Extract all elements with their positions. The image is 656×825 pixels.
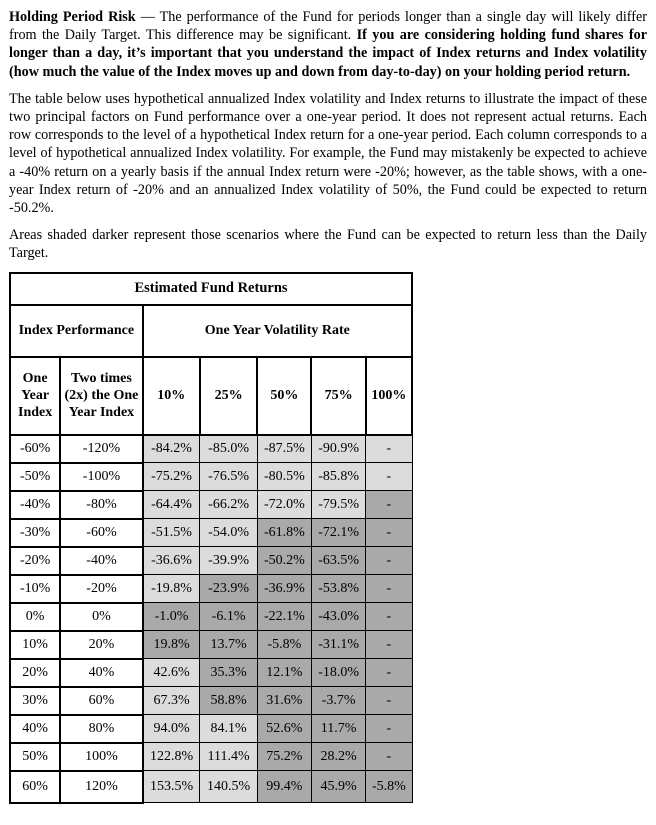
two-times-index-cell: 60% (60, 687, 142, 715)
fund-return-cell: - (366, 575, 412, 603)
fund-return-cell: -1.0% (143, 603, 200, 631)
one-year-index-header: One Year Index (10, 357, 60, 435)
table-row (10, 715, 412, 743)
fund-return-cell: -53.8% (311, 575, 365, 603)
one-year-index-cell: 10% (10, 631, 60, 659)
two-times-index-cell: -120% (60, 435, 142, 463)
intro-text: The performance of the Fund for periods longer than a single day will likely differ from the Daily Target. This difference may be significant. (9, 9, 647, 44)
one-year-index-cell: -10% (10, 575, 60, 603)
table-row (10, 575, 412, 603)
fund-return-cell: 111.4% (200, 743, 257, 771)
vol-header-50: 50% (257, 357, 311, 435)
fund-return-cell: 94.0% (143, 715, 200, 743)
fund-return-cell: -72.1% (311, 519, 365, 547)
fund-return-cell: -64.4% (143, 491, 200, 519)
fund-return-cell: -36.6% (143, 547, 200, 575)
fund-return-cell: 35.3% (200, 659, 257, 687)
fund-return-cell: - (366, 519, 412, 547)
one-year-index-cell: 50% (10, 743, 60, 771)
vol-header-25: 25% (200, 357, 257, 435)
one-year-index-cell: 40% (10, 715, 60, 743)
fund-return-cell: 99.4% (257, 771, 311, 803)
one-year-index-cell: 20% (10, 659, 60, 687)
fund-return-cell: -19.8% (143, 575, 200, 603)
two-times-index-cell: 0% (60, 603, 142, 631)
fund-return-cell: -18.0% (311, 659, 365, 687)
estimated-fund-returns-table (9, 272, 413, 804)
fund-return-cell: -85.0% (200, 435, 257, 463)
fund-return-cell: - (366, 435, 412, 463)
table-row (10, 743, 412, 771)
fund-return-cell: - (366, 463, 412, 491)
fund-return-cell: -87.5% (257, 435, 311, 463)
two-times-index-cell: -60% (60, 519, 142, 547)
fund-return-cell: -75.2% (143, 463, 200, 491)
fund-return-cell: -50.2% (257, 547, 311, 575)
fund-return-cell: -84.2% (143, 435, 200, 463)
fund-return-cell: 19.8% (143, 631, 200, 659)
fund-return-cell: -76.5% (200, 463, 257, 491)
fund-return-cell: -66.2% (200, 491, 257, 519)
vol-header-10: 10% (143, 357, 200, 435)
fund-return-cell: - (366, 715, 412, 743)
fund-return-cell: 75.2% (257, 743, 311, 771)
fund-return-cell: -5.8% (366, 771, 412, 803)
fund-return-cell: -5.8% (257, 631, 311, 659)
holding-period-risk-heading: Holding Period Risk (9, 9, 136, 25)
fund-return-cell: 52.6% (257, 715, 311, 743)
table-row (10, 463, 412, 491)
fund-return-cell: -6.1% (200, 603, 257, 631)
fund-return-cell: - (366, 547, 412, 575)
table-row (10, 771, 412, 803)
one-year-index-cell: -50% (10, 463, 60, 491)
volatility-rate-header: One Year Volatility Rate (143, 305, 412, 357)
fund-return-cell: -3.7% (311, 687, 365, 715)
vol-header-75: 75% (311, 357, 365, 435)
fund-return-cell: 11.7% (311, 715, 365, 743)
two-times-index-cell: -20% (60, 575, 142, 603)
fund-return-cell: 13.7% (200, 631, 257, 659)
intro-bold-text: If you are considering holding fund shares for longer than a day, it’s important that you understand the impact of Index returns and Index volatility (how much the value of the Index moves up and down from day-to-day) on your holding period return. (9, 27, 648, 80)
two-times-index-cell: 80% (60, 715, 142, 743)
fund-return-cell: -23.9% (200, 575, 257, 603)
two-times-index-cell: 120% (60, 771, 142, 803)
fund-return-cell: -79.5% (311, 491, 365, 519)
two-times-index-cell: -40% (60, 547, 142, 575)
fund-return-cell: 28.2% (311, 743, 365, 771)
fund-return-cell: 12.1% (257, 659, 311, 687)
table-row (10, 631, 412, 659)
fund-return-cell: -54.0% (200, 519, 257, 547)
holding-period-risk-paragraph (9, 8, 647, 81)
table-row (10, 687, 412, 715)
fund-return-cell: 31.6% (257, 687, 311, 715)
fund-return-cell: -80.5% (257, 463, 311, 491)
two-times-index-cell: -100% (60, 463, 142, 491)
fund-return-cell: - (366, 491, 412, 519)
one-year-index-cell: 60% (10, 771, 60, 803)
fund-return-cell: - (366, 603, 412, 631)
table-row (10, 435, 412, 463)
fund-return-cell: -39.9% (200, 547, 257, 575)
table-explanation-paragraph: The table below uses hypothetical annualized Index volatility and Index returns to illustrate the impact of these two principal factors on Fund performance over a one-year period. It does not represent actual returns. Each row corresponds to the level of a hypothetical Index return for a one-year period. Each column corresponds to a level of hypothetical annualized Index volatility. For example, the Fund may mistakenly be expected to achieve a -40% return on a yearly basis if the annual Index return were -20%; however, as the table shows, with a one-year Index return of -20% and an annualized Index volatility of 50%, the Fund could be expected to return -50.2%. (9, 90, 647, 217)
fund-return-cell: -22.1% (257, 603, 311, 631)
vol-header-100: 100% (366, 357, 412, 435)
two-times-index-header: Two times (2x) the One Year Index (60, 357, 142, 435)
one-year-index-cell: 30% (10, 687, 60, 715)
fund-return-cell: -90.9% (311, 435, 365, 463)
fund-return-cell: 140.5% (200, 771, 257, 803)
table-row (10, 547, 412, 575)
fund-return-cell: - (366, 687, 412, 715)
fund-return-cell: 153.5% (143, 771, 200, 803)
fund-return-cell: -43.0% (311, 603, 365, 631)
fund-return-cell: 45.9% (311, 771, 365, 803)
fund-return-cell: 122.8% (143, 743, 200, 771)
fund-return-cell: 67.3% (143, 687, 200, 715)
two-times-index-cell: 40% (60, 659, 142, 687)
fund-return-cell: -85.8% (311, 463, 365, 491)
two-times-index-cell: 20% (60, 631, 142, 659)
one-year-index-cell: 0% (10, 603, 60, 631)
two-times-index-cell: 100% (60, 743, 142, 771)
one-year-index-cell: -30% (10, 519, 60, 547)
heading-dash: — (135, 9, 160, 25)
one-year-index-cell: -60% (10, 435, 60, 463)
fund-return-cell: - (366, 743, 412, 771)
fund-return-cell: -61.8% (257, 519, 311, 547)
fund-return-cell: - (366, 631, 412, 659)
fund-return-cell: 58.8% (200, 687, 257, 715)
two-times-index-cell: -80% (60, 491, 142, 519)
fund-return-cell: 84.1% (200, 715, 257, 743)
table-title: Estimated Fund Returns (10, 273, 412, 305)
fund-return-cell: -63.5% (311, 547, 365, 575)
table-row (10, 659, 412, 687)
one-year-index-cell: -40% (10, 491, 60, 519)
shading-note-paragraph: Areas shaded darker represent those scenarios where the Fund can be expected to return less than the Daily Target. (9, 227, 647, 262)
fund-return-cell: -31.1% (311, 631, 365, 659)
fund-return-cell: -36.9% (257, 575, 311, 603)
table-row (10, 519, 412, 547)
one-year-index-cell: -20% (10, 547, 60, 575)
table-row (10, 491, 412, 519)
fund-return-cell: 42.6% (143, 659, 200, 687)
table-row (10, 603, 412, 631)
index-performance-header: Index Performance (10, 305, 143, 357)
fund-return-cell: - (366, 659, 412, 687)
fund-return-cell: -72.0% (257, 491, 311, 519)
fund-return-cell: -51.5% (143, 519, 200, 547)
